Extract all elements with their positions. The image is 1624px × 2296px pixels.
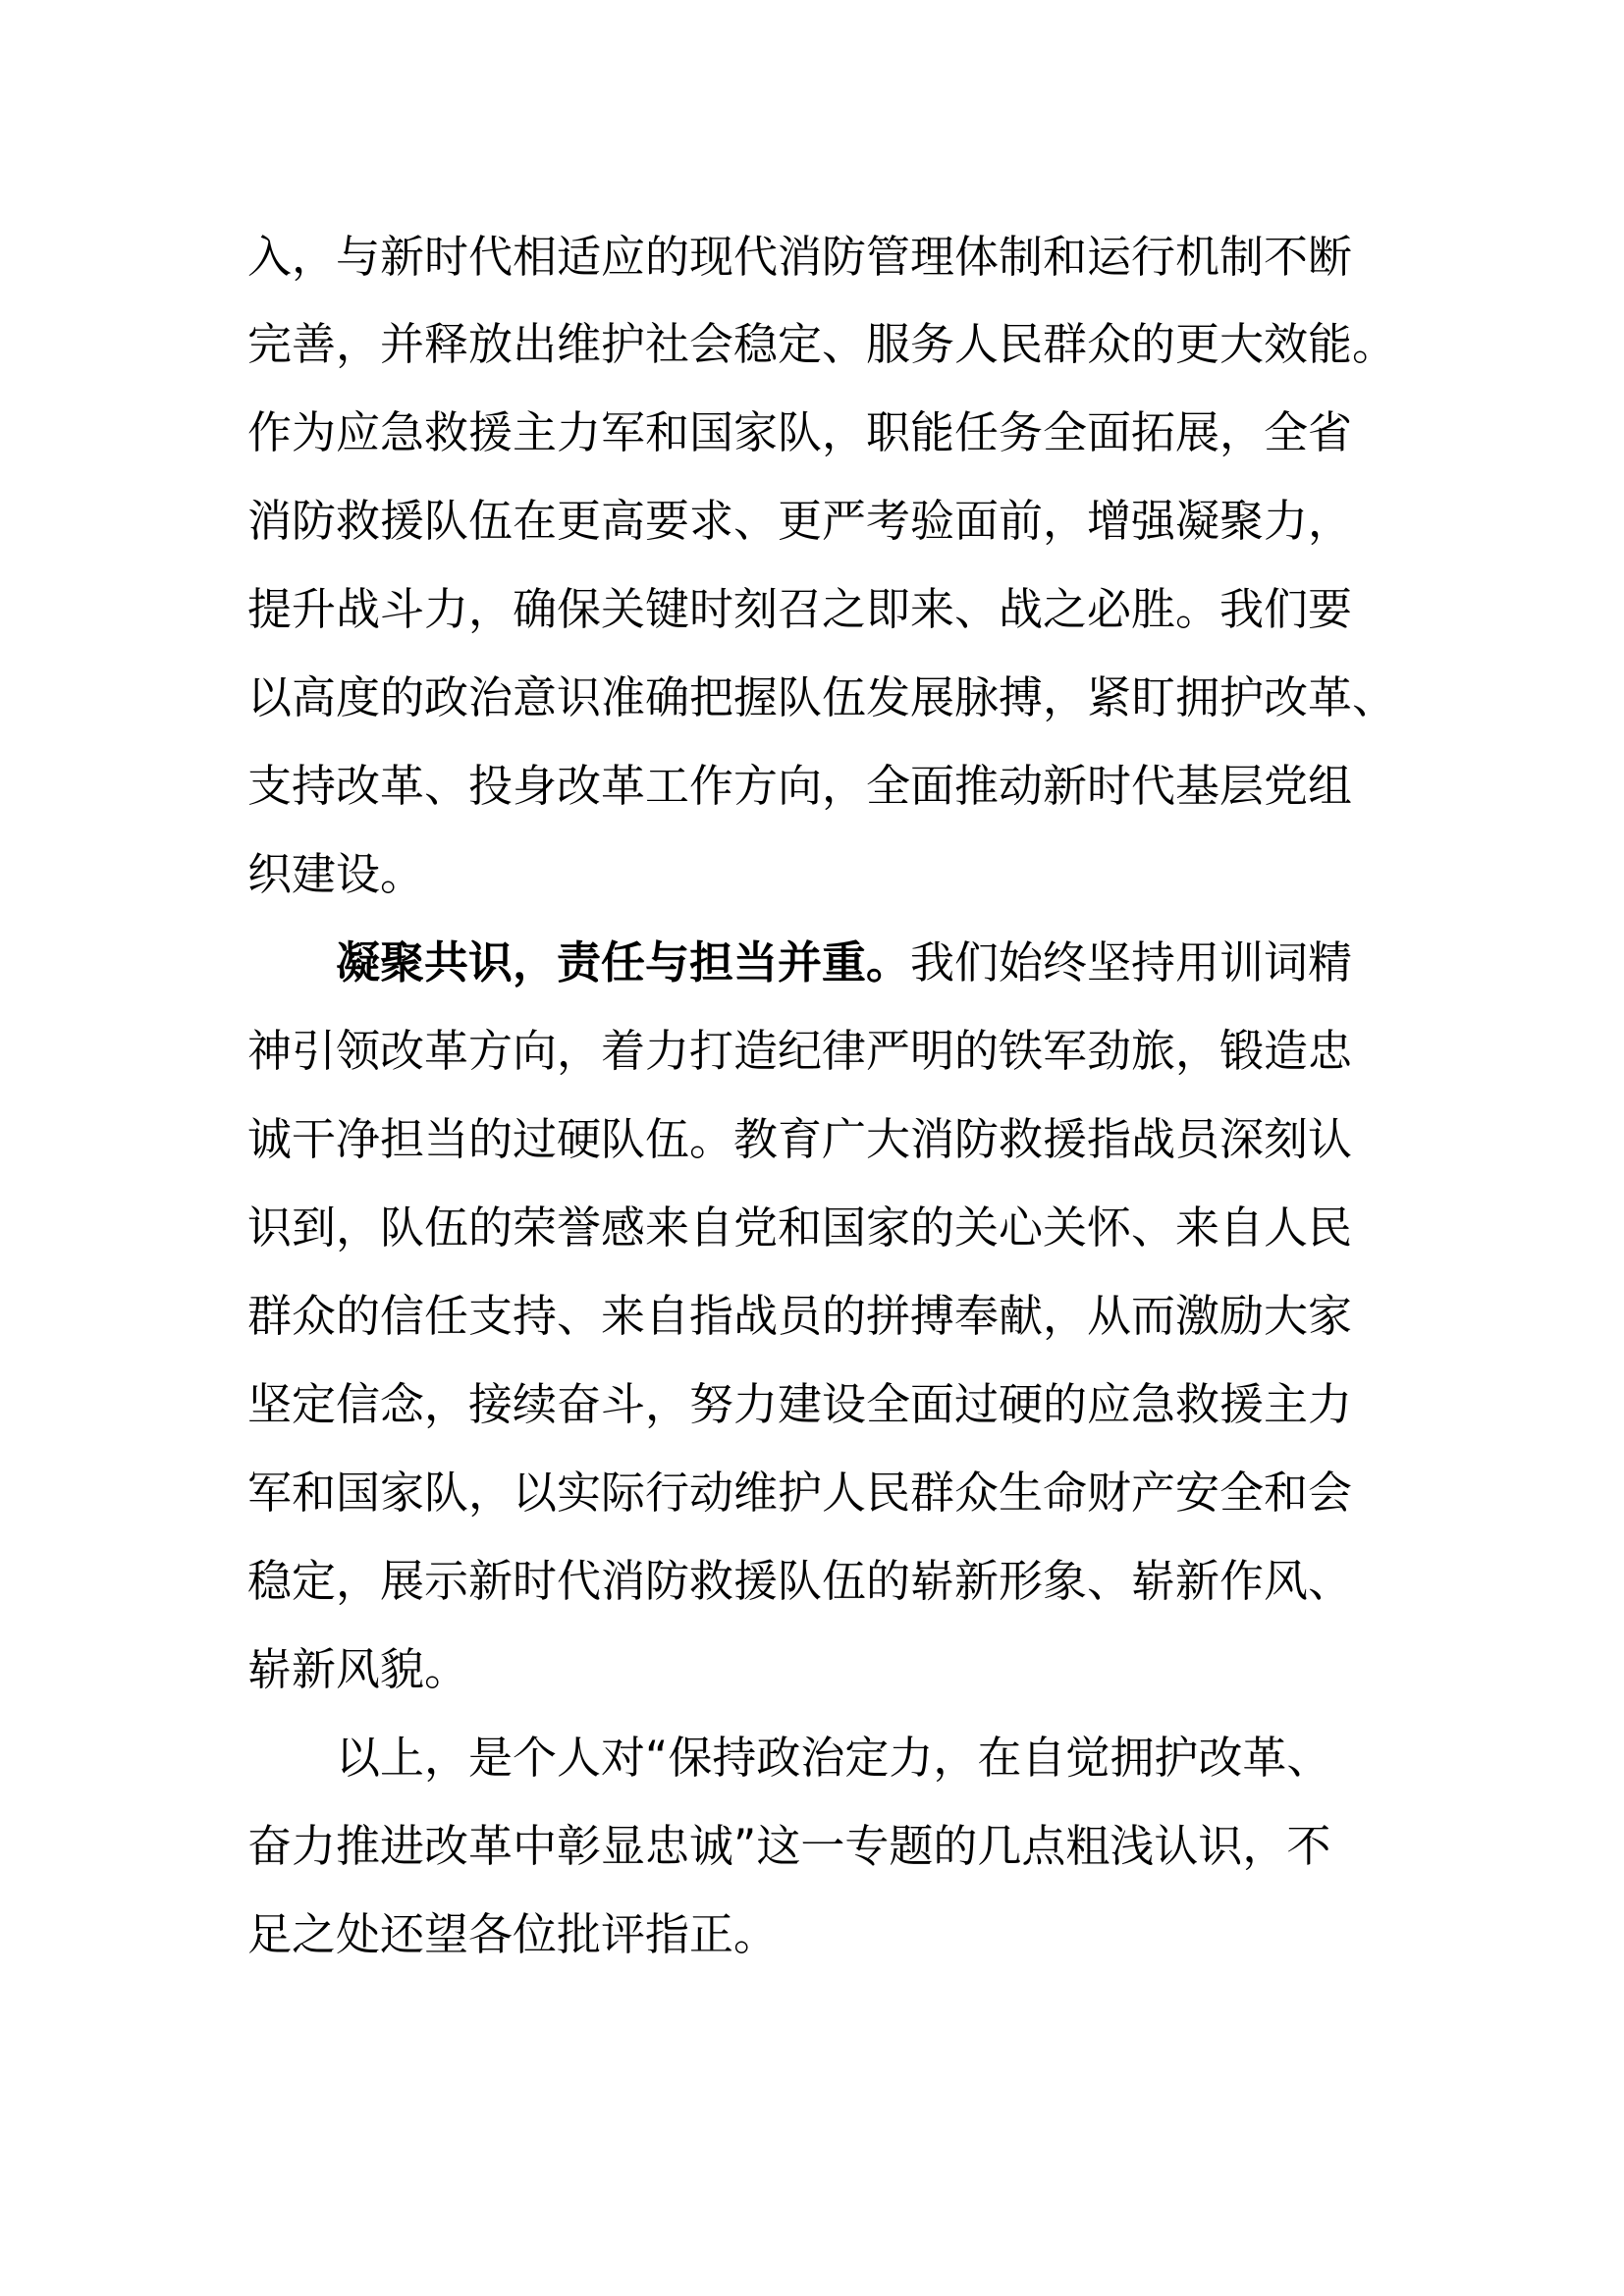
- text-line: 支持改革、投身改革工作方向，全面推动新时代基层党组: [247, 760, 1353, 812]
- text-line: 诚干净担当的过硬队伍。教育广大消防救援指战员深刻认: [247, 1113, 1353, 1165]
- text-line: 稳定，展示新时代消防救援队伍的崭新形象、崭新作风、: [247, 1555, 1353, 1607]
- text-line: [336, 929, 1352, 997]
- text-line: 提升战斗力，确保关键时刻召之即来、战之必胜。我们要: [247, 583, 1353, 635]
- text-line: 崭新风貌。: [247, 1643, 469, 1695]
- paragraph-heading: 凝聚共识，责任与担当并重。: [336, 936, 911, 988]
- text-line: 以上，是个人对“保持政治定力，在自觉拥护改革、: [336, 1732, 1331, 1784]
- text-line: 奋力推进改革中彰显忠诚”这一专题的几点粗浅认识，不: [247, 1820, 1331, 1872]
- text-line: 识到，队伍的荣誉感来自党和国家的关心关怀、来自人民: [247, 1201, 1353, 1254]
- text-line: 军和国家队，以实际行动维护人民群众生命财产安全和会: [247, 1467, 1353, 1519]
- text-line: 足之处还望各位批评指正。: [247, 1908, 779, 1960]
- text-line: 入，与新时代相适应的现代消防管理体制和运行机制不断: [247, 231, 1353, 283]
- text-line: 织建设。: [247, 848, 425, 900]
- text-line: 完善，并释放出维护社会稳定、服务人民群众的更大效能。: [247, 318, 1397, 370]
- text-span: 我们始终坚持用训词精: [910, 936, 1353, 988]
- text-line: 坚定信念，接续奋斗，努力建设全面过硬的应急救援主力: [247, 1378, 1353, 1430]
- text-line: 神引领改革方向，着力打造纪律严明的铁军劲旅，锻造忠: [247, 1025, 1353, 1077]
- text-line: 以高度的政治意识准确把握队伍发展脉搏，紧盯拥护改革、: [247, 671, 1397, 723]
- text-line: 群众的信任支持、来自指战员的拼搏奉献，从而激励大家: [247, 1290, 1353, 1342]
- text-line: 作为应急救援主力军和国家队，职能任务全面拓展，全省: [247, 406, 1353, 458]
- text-line: 消防救援队伍在更高要求、更严考验面前，增强凝聚力，: [247, 495, 1353, 547]
